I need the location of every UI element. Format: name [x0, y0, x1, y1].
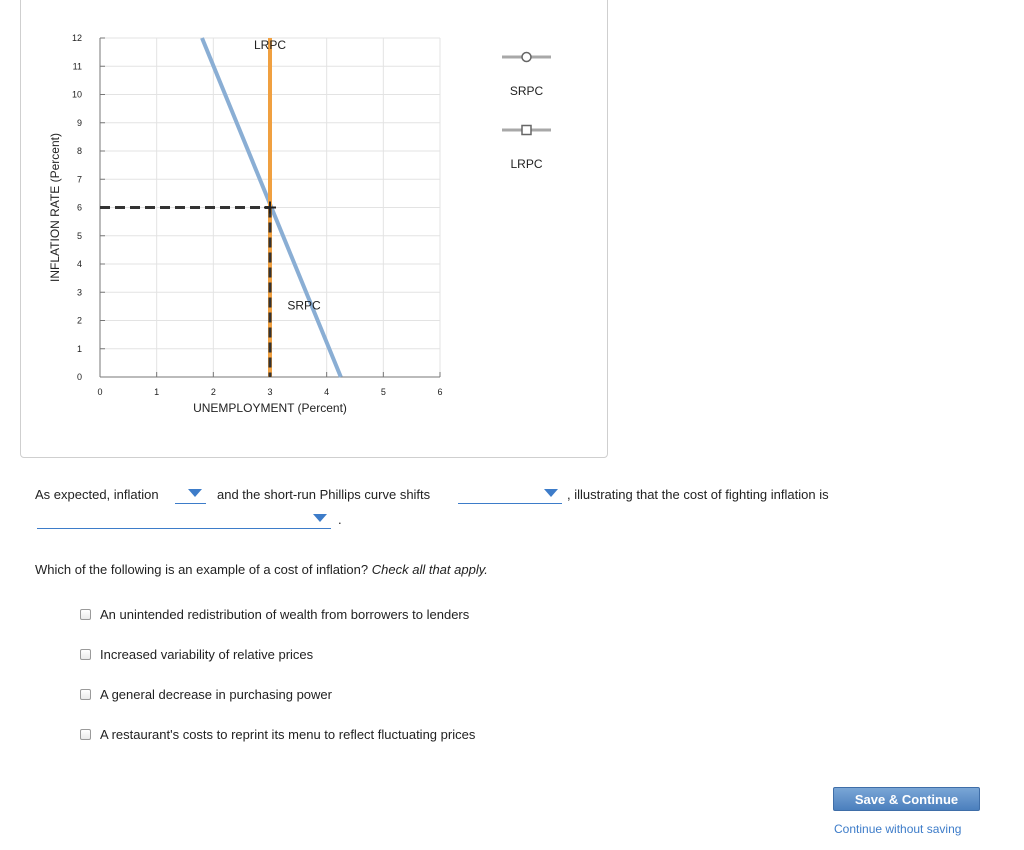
question-instruction: Check all that apply.	[371, 562, 488, 577]
continue-without-saving-link[interactable]: Continue without saving	[834, 822, 962, 836]
y-tick-label: 8	[76, 146, 82, 156]
option-checkbox[interactable]	[80, 689, 91, 700]
intersection-point[interactable]	[263, 201, 277, 215]
dropdown-arrow-icon	[544, 489, 558, 497]
question-prompt	[35, 562, 488, 577]
sentence-part-1: As expected, inflation	[35, 487, 159, 502]
sentence-part-3: , illustrating that the cost of fighting inflation is	[567, 487, 829, 502]
y-tick-label: 6	[76, 202, 82, 213]
option-row[interactable]	[80, 725, 475, 743]
y-tick-label: 1	[76, 343, 82, 354]
save-continue-button[interactable]: Save & Continue	[833, 787, 980, 811]
phillips-curve-graph[interactable]	[21, 0, 607, 457]
x-tick-label: 0	[97, 387, 103, 397]
srpc-drawing-tool-icon[interactable]	[522, 53, 531, 62]
x-tick-label: 1	[154, 387, 160, 397]
dropdown-arrow-icon	[188, 489, 202, 497]
y-tick-label: 0	[76, 372, 82, 382]
lrpc-curve-label: LRPC	[253, 38, 287, 52]
x-tick-label: 5	[380, 387, 386, 397]
y-tick-label: 12	[71, 33, 82, 43]
x-tick-label: 4	[324, 387, 330, 397]
y-tick-label: 10	[71, 89, 82, 100]
srpc-curve-label: SRPC	[287, 298, 321, 313]
option-checkbox[interactable]	[80, 649, 91, 660]
legend-label: LRPC	[510, 157, 543, 171]
option-checkbox[interactable]	[80, 729, 91, 740]
graph-panel	[20, 0, 608, 458]
x-axis-title: UNEMPLOYMENT (Percent)	[193, 401, 347, 415]
cost-of-fighting-inflation-dropdown[interactable]	[37, 510, 331, 529]
option-row[interactable]	[80, 685, 332, 703]
option-label: Increased variability of relative prices	[100, 646, 314, 662]
option-row[interactable]	[80, 645, 313, 663]
y-tick-label: 9	[76, 117, 82, 128]
inflation-direction-dropdown[interactable]	[175, 485, 206, 504]
y-tick-label: 5	[76, 230, 82, 241]
option-label: A restaurant's costs to reprint its menu to reflect fluctuating prices	[100, 726, 476, 742]
sentence-part-4: .	[338, 512, 342, 527]
srpc-shift-dropdown[interactable]	[458, 485, 562, 504]
lrpc-drawing-tool-icon[interactable]	[522, 126, 531, 135]
y-tick-label: 4	[76, 259, 82, 269]
y-tick-label: 2	[76, 315, 82, 326]
option-checkbox[interactable]	[80, 609, 91, 620]
x-tick-label: 2	[210, 387, 216, 397]
dropdown-arrow-icon	[313, 514, 327, 522]
legend-label: SRPC	[509, 84, 544, 98]
option-label: An unintended redistribution of wealth from borrowers to lenders	[100, 606, 470, 622]
y-tick-label: 11	[72, 61, 82, 72]
y-axis-title: INFLATION RATE (Percent)	[48, 133, 62, 282]
y-tick-label: 7	[76, 174, 82, 185]
y-tick-label: 3	[76, 287, 82, 298]
sentence-part-2: and the short-run Phillips curve shifts	[217, 487, 431, 502]
x-tick-label: 6	[437, 387, 443, 397]
option-row[interactable]	[80, 605, 469, 623]
option-label: A general decrease in purchasing power	[100, 686, 332, 702]
question-text: Which of the following is an example of a cost of inflation?	[35, 562, 369, 577]
x-tick-label: 3	[267, 387, 273, 397]
